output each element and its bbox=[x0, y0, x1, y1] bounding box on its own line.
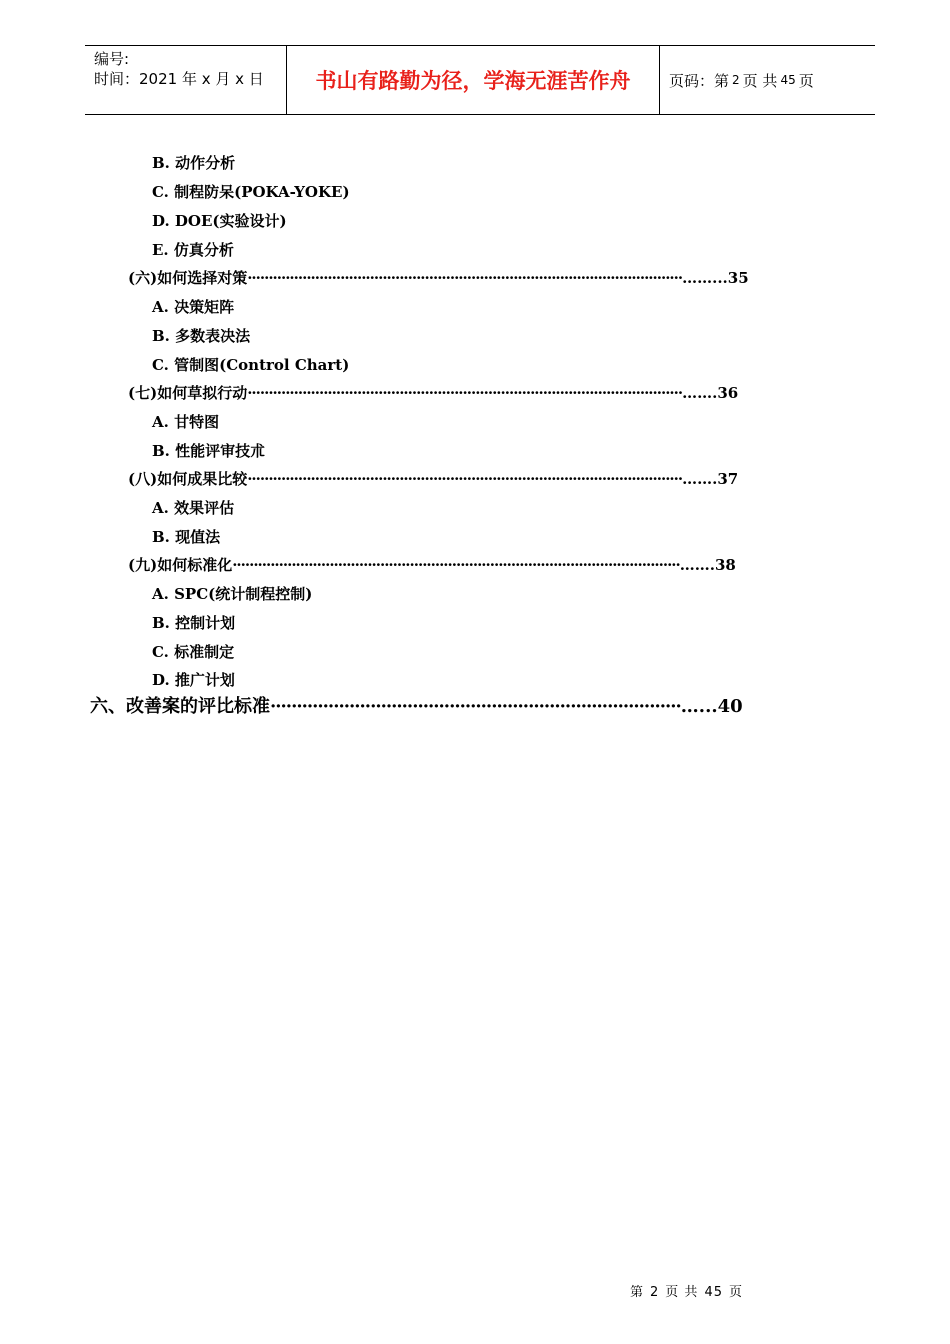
page-header bbox=[85, 45, 875, 115]
toc-section: (六)如何选择对策·······································································································……...35 bbox=[128, 269, 749, 287]
toc-item: A. SPC(统计制程控制) bbox=[152, 585, 313, 603]
header-motto: 书山有路勤为径，学海无涯苦作舟 bbox=[287, 46, 660, 114]
toc-item: A. 甘特图 bbox=[152, 413, 220, 431]
page-mid: 页 共 bbox=[742, 71, 778, 90]
time-label: 时间：2021 年 x 月 x 日 bbox=[94, 70, 264, 88]
toc-chapter: 六、改善案的评比标准··············································································…...40 bbox=[90, 696, 743, 717]
toc-item: C. 标准制定 bbox=[152, 643, 235, 661]
toc-section: (九)如何标准化··········································································································…….38 bbox=[128, 556, 736, 574]
page-total: 45 bbox=[780, 73, 796, 87]
toc-page: …….37 bbox=[682, 470, 739, 488]
toc-item: B. 控制计划 bbox=[152, 614, 236, 632]
toc-page: …...40 bbox=[680, 696, 743, 717]
dot-leader: ······································································································· bbox=[247, 269, 683, 287]
page-number: 2 bbox=[732, 73, 740, 87]
toc-page: …….38 bbox=[679, 556, 736, 574]
footer-total: 45 bbox=[704, 1285, 723, 1300]
toc-item: A. 决策矩阵 bbox=[152, 298, 235, 316]
code-label: 编号: bbox=[94, 50, 130, 68]
toc-item: E. 仿真分析 bbox=[152, 241, 234, 259]
toc-item: B. 现值法 bbox=[152, 528, 221, 546]
toc-section: (八)如何成果比较·······································································································…….37 bbox=[128, 470, 739, 488]
toc-page: …….36 bbox=[682, 384, 739, 402]
dot-leader: ······································································································· bbox=[247, 470, 683, 488]
footer-page: 2 bbox=[650, 1285, 660, 1300]
header-page-info bbox=[660, 46, 875, 114]
page-prefix: 页码：第 bbox=[669, 71, 730, 90]
dot-leader: ······································································································· bbox=[247, 384, 683, 402]
page-suffix: 页 bbox=[798, 71, 814, 90]
toc-page: ……...35 bbox=[682, 269, 749, 287]
toc-item: B. 性能评审技朮 bbox=[152, 442, 266, 460]
dot-leader: ·········································································································· bbox=[232, 556, 680, 574]
toc-item: D. DOE(实验设计) bbox=[152, 212, 287, 230]
toc-item: B. 多数表决法 bbox=[152, 327, 251, 345]
page-footer: 第 2 页 共 45 页 bbox=[630, 1285, 743, 1300]
toc-item: B. 动作分析 bbox=[152, 154, 236, 172]
header-meta bbox=[85, 46, 287, 114]
toc-item: C. 管制图(Control Chart) bbox=[152, 356, 350, 374]
dot-leader: ·············································································· bbox=[270, 696, 681, 717]
toc-item: A. 效果评估 bbox=[152, 499, 235, 517]
toc-section: (七)如何草拟行动·······································································································…….36 bbox=[128, 384, 739, 402]
toc-item: C. 制程防呆(POKA-YOKE) bbox=[152, 183, 350, 201]
toc-item: D. 推广计划 bbox=[152, 671, 235, 689]
